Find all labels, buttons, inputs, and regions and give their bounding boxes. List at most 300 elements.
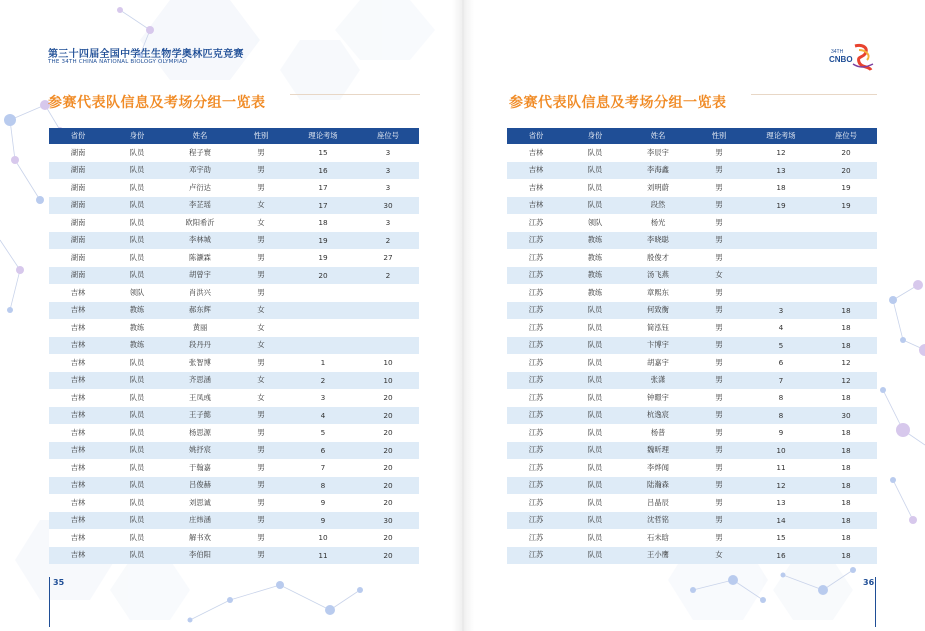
gender-cell: 男 bbox=[233, 442, 289, 460]
exam-room-cell: 5 bbox=[747, 337, 815, 355]
province-cell: 湖南 bbox=[49, 162, 107, 180]
exam-room-cell: 11 bbox=[289, 547, 357, 565]
seat-cell bbox=[815, 232, 877, 250]
name-cell: 杨光 bbox=[625, 214, 691, 232]
seat-cell: 10 bbox=[357, 354, 419, 372]
table-row bbox=[49, 424, 419, 442]
seat-cell: 18 bbox=[815, 529, 877, 547]
province-cell: 吉林 bbox=[507, 162, 565, 180]
table-row bbox=[507, 529, 877, 547]
seat-cell: 20 bbox=[815, 144, 877, 162]
province-cell: 江苏 bbox=[507, 477, 565, 495]
table-row bbox=[49, 284, 419, 302]
name-cell: 何致衡 bbox=[625, 302, 691, 320]
name-cell: 刘思诚 bbox=[167, 494, 233, 512]
role-cell: 队员 bbox=[565, 179, 625, 197]
seat-cell: 18 bbox=[815, 389, 877, 407]
section-title: 参赛代表队信息及考场分组一览表 bbox=[509, 95, 727, 111]
seat-cell: 12 bbox=[815, 354, 877, 372]
role-cell: 队员 bbox=[565, 389, 625, 407]
table-row bbox=[49, 477, 419, 495]
name-cell: 郝东辉 bbox=[167, 302, 233, 320]
role-cell: 队员 bbox=[565, 494, 625, 512]
name-cell: 庄炜涵 bbox=[167, 512, 233, 530]
role-cell: 队员 bbox=[107, 267, 167, 285]
table-row bbox=[507, 494, 877, 512]
seat-cell: 20 bbox=[357, 442, 419, 460]
name-cell: 杨思源 bbox=[167, 424, 233, 442]
name-cell: 胡嘉宇 bbox=[625, 354, 691, 372]
name-cell: 卞博宇 bbox=[625, 337, 691, 355]
seat-cell bbox=[357, 302, 419, 320]
role-cell: 队员 bbox=[565, 319, 625, 337]
seat-cell: 20 bbox=[357, 459, 419, 477]
seat-cell: 18 bbox=[815, 302, 877, 320]
province-cell: 江苏 bbox=[507, 232, 565, 250]
column-header-role: 身份 bbox=[565, 128, 625, 144]
name-cell: 邓宇劭 bbox=[167, 162, 233, 180]
name-cell: 张智博 bbox=[167, 354, 233, 372]
column-header-province: 省份 bbox=[507, 128, 565, 144]
gender-cell: 男 bbox=[691, 459, 747, 477]
table-row bbox=[49, 529, 419, 547]
gender-cell: 男 bbox=[691, 144, 747, 162]
province-cell: 江苏 bbox=[507, 442, 565, 460]
table-row bbox=[507, 354, 877, 372]
gender-cell: 男 bbox=[233, 547, 289, 565]
table-row bbox=[49, 389, 419, 407]
table-header-row bbox=[507, 128, 877, 144]
gender-cell: 男 bbox=[691, 512, 747, 530]
province-cell: 江苏 bbox=[507, 372, 565, 390]
exam-room-cell: 3 bbox=[747, 302, 815, 320]
table-row bbox=[507, 302, 877, 320]
role-cell: 教练 bbox=[565, 267, 625, 285]
team-table-left bbox=[49, 128, 419, 564]
table-row bbox=[49, 494, 419, 512]
exam-room-cell: 12 bbox=[747, 477, 815, 495]
gender-cell: 男 bbox=[691, 302, 747, 320]
name-cell: 黄丽 bbox=[167, 319, 233, 337]
table-row bbox=[49, 372, 419, 390]
province-cell: 吉林 bbox=[49, 389, 107, 407]
role-cell: 队员 bbox=[565, 162, 625, 180]
name-cell: 李烨闻 bbox=[625, 459, 691, 477]
province-cell: 吉林 bbox=[507, 144, 565, 162]
gender-cell: 男 bbox=[233, 407, 289, 425]
table-row bbox=[507, 144, 877, 162]
role-cell: 队员 bbox=[107, 442, 167, 460]
gender-cell: 男 bbox=[691, 197, 747, 215]
province-cell: 吉林 bbox=[507, 179, 565, 197]
province-cell: 吉林 bbox=[49, 302, 107, 320]
gender-cell: 男 bbox=[233, 249, 289, 267]
exam-room-cell: 8 bbox=[747, 407, 815, 425]
province-cell: 吉林 bbox=[49, 407, 107, 425]
gender-cell: 男 bbox=[691, 337, 747, 355]
table-row bbox=[49, 162, 419, 180]
province-cell: 江苏 bbox=[507, 249, 565, 267]
name-cell: 杨普 bbox=[625, 424, 691, 442]
exam-room-cell: 19 bbox=[747, 197, 815, 215]
exam-room-cell: 7 bbox=[747, 372, 815, 390]
page-number-bar bbox=[49, 577, 50, 627]
province-cell: 吉林 bbox=[49, 442, 107, 460]
role-cell: 队员 bbox=[107, 162, 167, 180]
seat-cell: 18 bbox=[815, 337, 877, 355]
gender-cell: 男 bbox=[691, 249, 747, 267]
column-header-province: 省份 bbox=[49, 128, 107, 144]
book-gutter-shadow bbox=[452, 0, 474, 631]
name-cell: 肖洪兴 bbox=[167, 284, 233, 302]
role-cell: 队员 bbox=[565, 372, 625, 390]
gender-cell: 男 bbox=[691, 232, 747, 250]
province-cell: 江苏 bbox=[507, 407, 565, 425]
gender-cell: 男 bbox=[233, 529, 289, 547]
seat-cell: 30 bbox=[357, 512, 419, 530]
province-cell: 江苏 bbox=[507, 529, 565, 547]
province-cell: 江苏 bbox=[507, 337, 565, 355]
table-row bbox=[507, 477, 877, 495]
left-page bbox=[0, 0, 462, 631]
gender-cell: 男 bbox=[691, 407, 747, 425]
gender-cell: 男 bbox=[691, 389, 747, 407]
seat-cell: 20 bbox=[357, 424, 419, 442]
gender-cell: 男 bbox=[691, 372, 747, 390]
seat-cell: 27 bbox=[357, 249, 419, 267]
name-cell: 李伯阳 bbox=[167, 547, 233, 565]
table-row bbox=[49, 319, 419, 337]
role-cell: 队员 bbox=[565, 407, 625, 425]
province-cell: 湖南 bbox=[49, 232, 107, 250]
role-cell: 队员 bbox=[107, 529, 167, 547]
seat-cell: 3 bbox=[357, 179, 419, 197]
name-cell: 章熙东 bbox=[625, 284, 691, 302]
province-cell: 吉林 bbox=[507, 197, 565, 215]
province-cell: 江苏 bbox=[507, 389, 565, 407]
province-cell: 江苏 bbox=[507, 284, 565, 302]
page-number-left: 35 bbox=[53, 578, 65, 587]
gender-cell: 女 bbox=[691, 267, 747, 285]
right-page bbox=[463, 0, 925, 631]
role-cell: 队员 bbox=[107, 354, 167, 372]
role-cell: 队员 bbox=[107, 494, 167, 512]
column-header-role: 身份 bbox=[107, 128, 167, 144]
table-row bbox=[507, 232, 877, 250]
role-cell: 教练 bbox=[107, 319, 167, 337]
name-cell: 卢衍达 bbox=[167, 179, 233, 197]
column-header-gender: 性别 bbox=[233, 128, 289, 144]
seat-cell: 10 bbox=[357, 372, 419, 390]
column-header-exam-room: 理论考场 bbox=[747, 128, 815, 144]
table-row bbox=[49, 179, 419, 197]
gender-cell: 男 bbox=[233, 459, 289, 477]
seat-cell: 19 bbox=[815, 179, 877, 197]
role-cell: 教练 bbox=[565, 232, 625, 250]
name-cell: 欧阳希沂 bbox=[167, 214, 233, 232]
exam-room-cell: 6 bbox=[289, 442, 357, 460]
gender-cell: 男 bbox=[691, 477, 747, 495]
table-row bbox=[49, 354, 419, 372]
name-cell: 陈灏霖 bbox=[167, 249, 233, 267]
gender-cell: 女 bbox=[233, 197, 289, 215]
role-cell: 队员 bbox=[565, 144, 625, 162]
name-cell: 王子懿 bbox=[167, 407, 233, 425]
seat-cell bbox=[357, 337, 419, 355]
seat-cell: 20 bbox=[357, 389, 419, 407]
section-title: 参赛代表队信息及考场分组一览表 bbox=[48, 95, 266, 111]
name-cell: 吕晶辰 bbox=[625, 494, 691, 512]
province-cell: 湖南 bbox=[49, 249, 107, 267]
logo-edition-text: 34TH bbox=[831, 49, 844, 55]
table-row bbox=[49, 337, 419, 355]
exam-room-cell bbox=[747, 284, 815, 302]
province-cell: 吉林 bbox=[49, 424, 107, 442]
table-row bbox=[507, 372, 877, 390]
name-cell: 程子寰 bbox=[167, 144, 233, 162]
exam-room-cell: 10 bbox=[289, 529, 357, 547]
name-cell: 于翰嘉 bbox=[167, 459, 233, 477]
exam-room-cell bbox=[747, 267, 815, 285]
name-cell: 吕俊赫 bbox=[167, 477, 233, 495]
exam-room-cell: 7 bbox=[289, 459, 357, 477]
team-table-right bbox=[507, 128, 877, 564]
table-row bbox=[49, 214, 419, 232]
role-cell: 队员 bbox=[565, 302, 625, 320]
exam-room-cell: 9 bbox=[289, 512, 357, 530]
name-cell: 段丹丹 bbox=[167, 337, 233, 355]
role-cell: 队员 bbox=[107, 512, 167, 530]
role-cell: 队员 bbox=[107, 424, 167, 442]
gender-cell: 男 bbox=[691, 529, 747, 547]
name-cell: 汤飞燕 bbox=[625, 267, 691, 285]
gender-cell: 男 bbox=[233, 494, 289, 512]
competition-title: 第三十四届全国中学生生物学奥林匹克竞赛 bbox=[48, 49, 244, 60]
table-row bbox=[49, 144, 419, 162]
seat-cell: 20 bbox=[357, 477, 419, 495]
seat-cell: 20 bbox=[357, 547, 419, 565]
seat-cell bbox=[815, 249, 877, 267]
seat-cell: 20 bbox=[357, 494, 419, 512]
name-cell: 解书欢 bbox=[167, 529, 233, 547]
seat-cell: 3 bbox=[357, 144, 419, 162]
province-cell: 湖南 bbox=[49, 179, 107, 197]
province-cell: 湖南 bbox=[49, 214, 107, 232]
role-cell: 队员 bbox=[107, 407, 167, 425]
exam-room-cell bbox=[289, 302, 357, 320]
gender-cell: 女 bbox=[233, 214, 289, 232]
table-header-row bbox=[49, 128, 419, 144]
name-cell: 钟暻宇 bbox=[625, 389, 691, 407]
table-row bbox=[49, 442, 419, 460]
table-row bbox=[507, 319, 877, 337]
table-row bbox=[49, 197, 419, 215]
table-row bbox=[507, 179, 877, 197]
exam-room-cell: 12 bbox=[747, 144, 815, 162]
exam-room-cell bbox=[747, 249, 815, 267]
seat-cell bbox=[815, 267, 877, 285]
seat-cell: 20 bbox=[357, 529, 419, 547]
table-row bbox=[507, 162, 877, 180]
province-cell: 江苏 bbox=[507, 547, 565, 565]
exam-room-cell bbox=[747, 214, 815, 232]
role-cell: 队员 bbox=[107, 232, 167, 250]
province-cell: 江苏 bbox=[507, 302, 565, 320]
role-cell: 队员 bbox=[107, 477, 167, 495]
table-row bbox=[507, 389, 877, 407]
page-number-right: 36 bbox=[863, 578, 875, 587]
province-cell: 吉林 bbox=[49, 529, 107, 547]
exam-room-cell: 4 bbox=[747, 319, 815, 337]
name-cell: 沈哲铭 bbox=[625, 512, 691, 530]
table-row bbox=[507, 214, 877, 232]
name-cell: 张潇 bbox=[625, 372, 691, 390]
gender-cell: 男 bbox=[233, 477, 289, 495]
exam-room-cell: 19 bbox=[289, 249, 357, 267]
gender-cell: 男 bbox=[691, 214, 747, 232]
role-cell: 教练 bbox=[565, 284, 625, 302]
seat-cell: 2 bbox=[357, 267, 419, 285]
seat-cell: 3 bbox=[357, 214, 419, 232]
name-cell: 王小鹰 bbox=[625, 547, 691, 565]
exam-room-cell: 3 bbox=[289, 389, 357, 407]
province-cell: 吉林 bbox=[49, 512, 107, 530]
column-header-exam-room: 理论考场 bbox=[289, 128, 357, 144]
seat-cell: 18 bbox=[815, 442, 877, 460]
role-cell: 队员 bbox=[565, 337, 625, 355]
name-cell: 王凤彧 bbox=[167, 389, 233, 407]
column-header-name: 姓名 bbox=[167, 128, 233, 144]
name-cell: 李海鑫 bbox=[625, 162, 691, 180]
exam-room-cell: 11 bbox=[747, 459, 815, 477]
role-cell: 队员 bbox=[565, 424, 625, 442]
role-cell: 队员 bbox=[565, 354, 625, 372]
title-divider bbox=[290, 94, 420, 95]
name-cell: 段然 bbox=[625, 197, 691, 215]
name-cell: 李辰宇 bbox=[625, 144, 691, 162]
competition-subtitle-en: THE 34TH CHINA NATIONAL BIOLOGY OLYMPIAD bbox=[48, 59, 188, 65]
exam-room-cell: 6 bbox=[747, 354, 815, 372]
table-row bbox=[507, 267, 877, 285]
gender-cell: 男 bbox=[691, 319, 747, 337]
title-divider bbox=[751, 94, 877, 95]
gender-cell: 男 bbox=[691, 442, 747, 460]
seat-cell: 2 bbox=[357, 232, 419, 250]
exam-room-cell: 4 bbox=[289, 407, 357, 425]
exam-room-cell: 15 bbox=[747, 529, 815, 547]
exam-room-cell: 20 bbox=[289, 267, 357, 285]
seat-cell bbox=[815, 214, 877, 232]
seat-cell bbox=[815, 284, 877, 302]
gender-cell: 男 bbox=[233, 512, 289, 530]
table-row bbox=[49, 547, 419, 565]
table-row bbox=[49, 267, 419, 285]
exam-room-cell: 17 bbox=[289, 179, 357, 197]
role-cell: 教练 bbox=[107, 302, 167, 320]
gender-cell: 男 bbox=[691, 162, 747, 180]
page-number-bar bbox=[875, 577, 876, 627]
gender-cell: 女 bbox=[233, 319, 289, 337]
role-cell: 领队 bbox=[565, 214, 625, 232]
seat-cell: 20 bbox=[815, 162, 877, 180]
exam-room-cell: 18 bbox=[289, 214, 357, 232]
seat-cell: 30 bbox=[357, 197, 419, 215]
province-cell: 湖南 bbox=[49, 267, 107, 285]
gender-cell: 女 bbox=[233, 372, 289, 390]
name-cell: 简泓钰 bbox=[625, 319, 691, 337]
logo-brand-text: CNBO bbox=[829, 55, 853, 64]
column-header-gender: 性别 bbox=[691, 128, 747, 144]
table-row bbox=[507, 197, 877, 215]
exam-room-cell: 9 bbox=[747, 424, 815, 442]
table-row bbox=[507, 547, 877, 565]
exam-room-cell: 13 bbox=[747, 494, 815, 512]
exam-room-cell: 5 bbox=[289, 424, 357, 442]
exam-room-cell: 13 bbox=[747, 162, 815, 180]
gender-cell: 男 bbox=[691, 354, 747, 372]
province-cell: 江苏 bbox=[507, 512, 565, 530]
role-cell: 队员 bbox=[107, 249, 167, 267]
seat-cell bbox=[357, 284, 419, 302]
table-row bbox=[507, 249, 877, 267]
seat-cell bbox=[357, 319, 419, 337]
exam-room-cell: 10 bbox=[747, 442, 815, 460]
seat-cell: 18 bbox=[815, 512, 877, 530]
province-cell: 江苏 bbox=[507, 214, 565, 232]
role-cell: 队员 bbox=[565, 477, 625, 495]
name-cell: 姚抒宸 bbox=[167, 442, 233, 460]
name-cell: 陆瀚森 bbox=[625, 477, 691, 495]
gender-cell: 女 bbox=[691, 547, 747, 565]
role-cell: 队员 bbox=[107, 179, 167, 197]
seat-cell: 20 bbox=[357, 407, 419, 425]
role-cell: 教练 bbox=[565, 249, 625, 267]
role-cell: 领队 bbox=[107, 284, 167, 302]
role-cell: 队员 bbox=[565, 547, 625, 565]
exam-room-cell: 1 bbox=[289, 354, 357, 372]
seat-cell: 18 bbox=[815, 459, 877, 477]
province-cell: 吉林 bbox=[49, 547, 107, 565]
role-cell: 队员 bbox=[107, 372, 167, 390]
gender-cell: 男 bbox=[233, 179, 289, 197]
name-cell: 李晓聪 bbox=[625, 232, 691, 250]
province-cell: 江苏 bbox=[507, 319, 565, 337]
gender-cell: 男 bbox=[233, 267, 289, 285]
name-cell: 魏昕理 bbox=[625, 442, 691, 460]
gender-cell: 男 bbox=[233, 424, 289, 442]
seat-cell: 18 bbox=[815, 494, 877, 512]
name-cell: 齐思涵 bbox=[167, 372, 233, 390]
role-cell: 队员 bbox=[107, 144, 167, 162]
gender-cell: 男 bbox=[233, 354, 289, 372]
province-cell: 湖南 bbox=[49, 144, 107, 162]
exam-room-cell: 18 bbox=[747, 179, 815, 197]
exam-room-cell: 14 bbox=[747, 512, 815, 530]
seat-cell: 18 bbox=[815, 547, 877, 565]
exam-room-cell bbox=[289, 319, 357, 337]
role-cell: 队员 bbox=[565, 459, 625, 477]
seat-cell: 18 bbox=[815, 424, 877, 442]
province-cell: 吉林 bbox=[49, 354, 107, 372]
name-cell: 李芷瑶 bbox=[167, 197, 233, 215]
gender-cell: 男 bbox=[691, 424, 747, 442]
table-row bbox=[507, 337, 877, 355]
gender-cell: 男 bbox=[233, 232, 289, 250]
column-header-seat: 座位号 bbox=[815, 128, 877, 144]
seat-cell: 19 bbox=[815, 197, 877, 215]
seat-cell: 18 bbox=[815, 477, 877, 495]
table-row bbox=[49, 249, 419, 267]
